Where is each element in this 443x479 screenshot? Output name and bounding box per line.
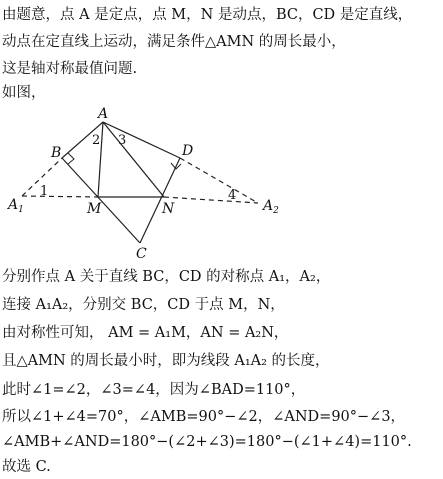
label-c: C xyxy=(136,246,147,262)
angle-label-3: 3 xyxy=(118,133,127,148)
label-d: D xyxy=(182,143,194,159)
dashed-d-a2 xyxy=(180,158,258,203)
right-angle-b xyxy=(68,153,74,164)
label-a: A xyxy=(98,106,109,122)
dashed-a1-m xyxy=(22,196,98,197)
solution-line-2: 连接 A₁A₂，分别交 BC，CD 于点 M，N， xyxy=(2,297,285,313)
dashed-n-a2 xyxy=(164,197,258,203)
solution-line-3: 由对称性可知， AM = A₁M，AN = A₂N， xyxy=(2,325,289,341)
intro-line-4: 如图， xyxy=(2,85,46,101)
label-a1: $A_1$ xyxy=(8,197,24,215)
segment-a-n xyxy=(103,122,164,197)
label-n: N xyxy=(162,201,175,217)
label-a2: $A_2$ xyxy=(263,198,279,216)
solution-line-5: 此时∠1=∠2，∠3=∠4，因为∠BAD=110°， xyxy=(2,382,306,398)
intro-line-2: 动点在定直线上运动，满足条件△AMN 的周长最小， xyxy=(2,34,346,50)
solution-line-8: 故选 C. xyxy=(2,459,51,475)
intro-line-1: 由题意，点 A 是定点，点 M，N 是动点，BC，CD 是定直线， xyxy=(2,7,413,23)
angle-label-4: 4 xyxy=(228,188,237,203)
label-b: B xyxy=(51,145,62,161)
label-m: M xyxy=(87,201,102,217)
solution-line-1: 分别作点 A 关于直线 BC，CD 的对称点 A₁，A₂， xyxy=(2,269,331,285)
geometry-figure xyxy=(0,100,443,265)
segment-a-d xyxy=(103,122,180,158)
angle-label-2: 2 xyxy=(92,133,101,148)
solution-line-4: 且△AMN 的周长最小时，即为线段 A₁A₂ 的长度， xyxy=(2,353,330,369)
solution-line-6: 所以∠1+∠4=70°，∠AMB=90°−∠2，∠AND=90°−∠3， xyxy=(2,409,406,425)
angle-label-1: 1 xyxy=(40,184,49,199)
intro-line-3: 这是轴对称最值问题. xyxy=(2,61,138,77)
solution-line-7: ∠AMB+∠AND=180°−(∠2+∠3)=180°−(∠1+∠4)=110°. xyxy=(2,434,412,450)
